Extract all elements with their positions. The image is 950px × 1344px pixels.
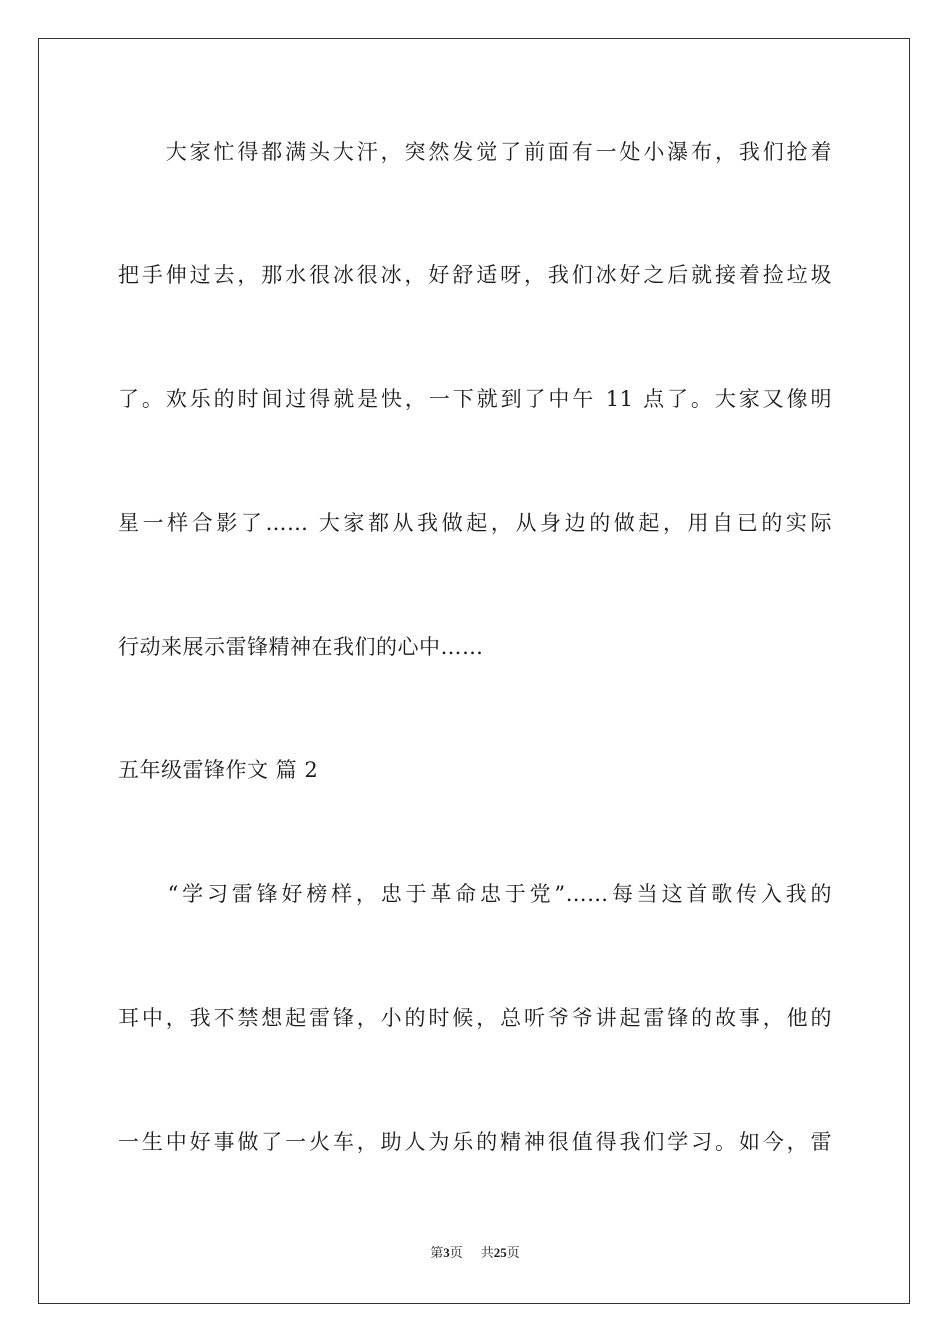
page-footer	[0, 1244, 950, 1263]
total-prefix: 共	[480, 1246, 494, 1261]
total-pages: 25	[493, 1245, 507, 1260]
page-prefix: 第	[430, 1246, 444, 1261]
page-border	[38, 38, 910, 1304]
paragraph-line: 把手伸过去，那水很冰很冰，好舒适呀，我们冰好之后就接着捡垃圾	[118, 263, 832, 287]
paragraph-line: 了。欢乐的时间过得就是快，一下就到了中午 11 点了。大家又像明	[118, 387, 832, 411]
section-heading: 五年级雷锋作文 篇 2	[118, 758, 319, 782]
paragraph-line: 行动来展示雷锋精神在我们的心中……	[118, 635, 484, 659]
total-suffix: 页	[506, 1246, 520, 1261]
page-number: 3	[443, 1245, 450, 1260]
paragraph-line: 耳中，我不禁想起雷锋，小的时候，总听爷爷讲起雷锋的故事，他的	[118, 1006, 832, 1030]
paragraph-line: 星一样合影了…… 大家都从我做起，从身边的做起，用自已的实际	[118, 511, 832, 535]
page-suffix: 页	[449, 1246, 463, 1261]
paragraph-line: 一生中好事做了一火车，助人为乐的精神很值得我们学习。如今，雷	[118, 1130, 832, 1154]
paragraph-line: “学习雷锋好榜样，忠于革命忠于党”……每当这首歌传入我的	[118, 882, 832, 906]
paragraph-line: 大家忙得都满头大汗，突然发觉了前面有一处小瀑布，我们抢着	[118, 140, 832, 164]
